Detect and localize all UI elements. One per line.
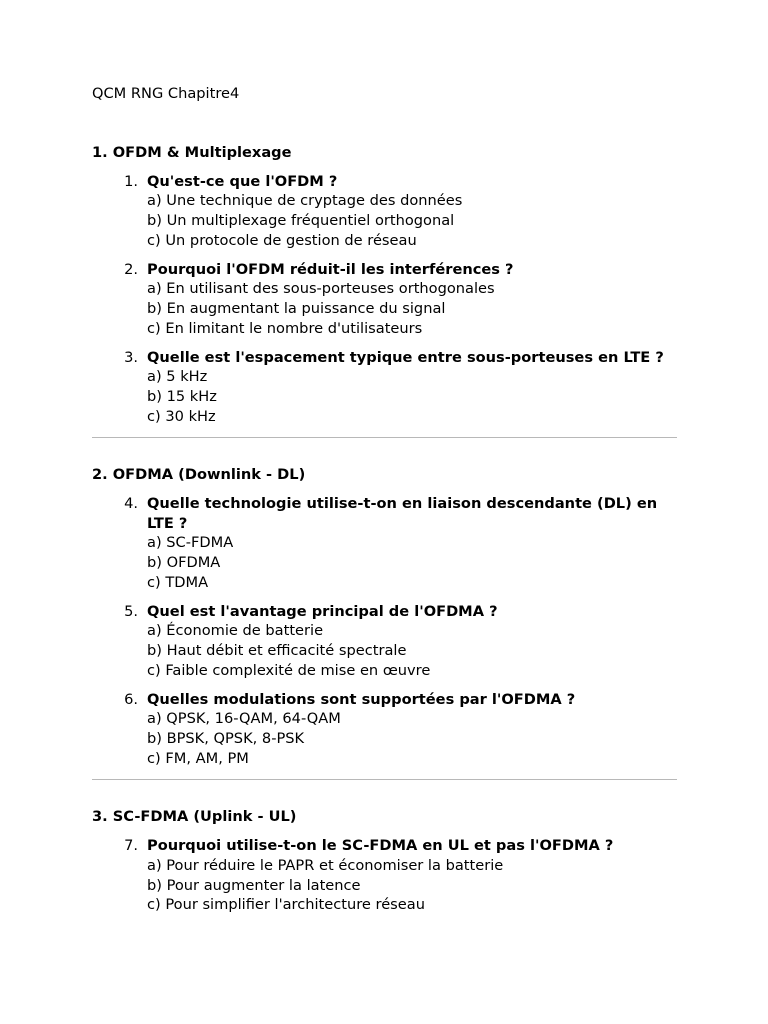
question-number: 7. bbox=[124, 837, 138, 855]
question-item bbox=[92, 348, 678, 426]
answer-option: c) Pour simplifier l'architecture réseau bbox=[147, 896, 425, 914]
answer-option: a) Une technique de cryptage des données bbox=[147, 192, 463, 210]
document-page bbox=[92, 84, 678, 915]
section-divider bbox=[92, 779, 677, 780]
question-item bbox=[92, 690, 678, 768]
question-text: Quelle technologie utilise-t-on en liaison descendante (DL) en LTE ? bbox=[147, 495, 658, 532]
question-list bbox=[92, 172, 678, 426]
document-title: QCM RNG Chapitre4 bbox=[92, 85, 240, 102]
answer-option: a) En utilisant des sous-porteuses orthogonales bbox=[147, 280, 495, 298]
answer-option: b) Un multiplexage fréquentiel orthogonal bbox=[147, 211, 455, 229]
question-text: Pourquoi utilise-t-on le SC-FDMA en UL et pas l'OFDMA ? bbox=[147, 837, 614, 855]
answer-option: a) QPSK, 16-QAM, 64-QAM bbox=[147, 710, 341, 728]
section-ofdm bbox=[92, 143, 678, 427]
answer-option: c) TDMA bbox=[147, 573, 209, 591]
question-text: Quel est l'avantage principal de l'OFDMA ? bbox=[147, 602, 498, 620]
answer-option: c) FM, AM, PM bbox=[147, 749, 249, 767]
question-text: Qu'est-ce que l'OFDM ? bbox=[147, 172, 338, 190]
question-number: 1. bbox=[124, 172, 138, 190]
section-heading: 3. SC-FDMA (Uplink - UL) bbox=[92, 808, 297, 826]
answer-option: a) 5 kHz bbox=[147, 368, 208, 386]
question-list bbox=[92, 836, 678, 914]
question-item bbox=[92, 172, 678, 250]
answer-option: c) En limitant le nombre d'utilisateurs bbox=[147, 319, 423, 337]
question-text: Quelles modulations sont supportées par l'OFDMA ? bbox=[147, 690, 576, 708]
question-text: Quelle est l'espacement typique entre sous-porteuses en LTE ? bbox=[147, 348, 664, 366]
answer-option: a) Économie de batterie bbox=[147, 622, 324, 640]
question-item bbox=[92, 836, 678, 914]
answer-option: b) OFDMA bbox=[147, 554, 221, 572]
question-number: 5. bbox=[124, 602, 138, 620]
answer-option: c) Un protocole de gestion de réseau bbox=[147, 231, 417, 249]
question-item bbox=[92, 260, 678, 338]
answer-option: a) Pour réduire le PAPR et économiser la batterie bbox=[147, 856, 504, 874]
question-number: 6. bbox=[124, 690, 138, 708]
question-text: Pourquoi l'OFDM réduit-il les interférences ? bbox=[147, 260, 514, 278]
answer-option: a) SC-FDMA bbox=[147, 534, 234, 552]
question-number: 3. bbox=[124, 348, 138, 366]
section-heading: 2. OFDMA (Downlink - DL) bbox=[92, 466, 306, 484]
answer-option: b) 15 kHz bbox=[147, 387, 217, 405]
section-scfdma bbox=[92, 807, 678, 915]
section-heading: 1. OFDM & Multiplexage bbox=[92, 143, 292, 161]
answer-option: b) BPSK, QPSK, 8-PSK bbox=[147, 730, 305, 747]
question-item bbox=[92, 494, 678, 592]
section-divider bbox=[92, 437, 677, 438]
answer-option: b) Haut débit et efficacité spectrale bbox=[147, 642, 407, 660]
answer-option: b) Pour augmenter la latence bbox=[147, 876, 361, 894]
section-ofdma bbox=[92, 465, 678, 768]
question-number: 2. bbox=[124, 260, 138, 278]
answer-option: c) Faible complexité de mise en œuvre bbox=[147, 661, 431, 679]
question-number: 4. bbox=[124, 495, 138, 513]
answer-option: c) 30 kHz bbox=[147, 407, 216, 425]
answer-option: b) En augmentant la puissance du signal bbox=[147, 299, 446, 317]
question-item bbox=[92, 602, 678, 680]
question-list bbox=[92, 494, 678, 768]
